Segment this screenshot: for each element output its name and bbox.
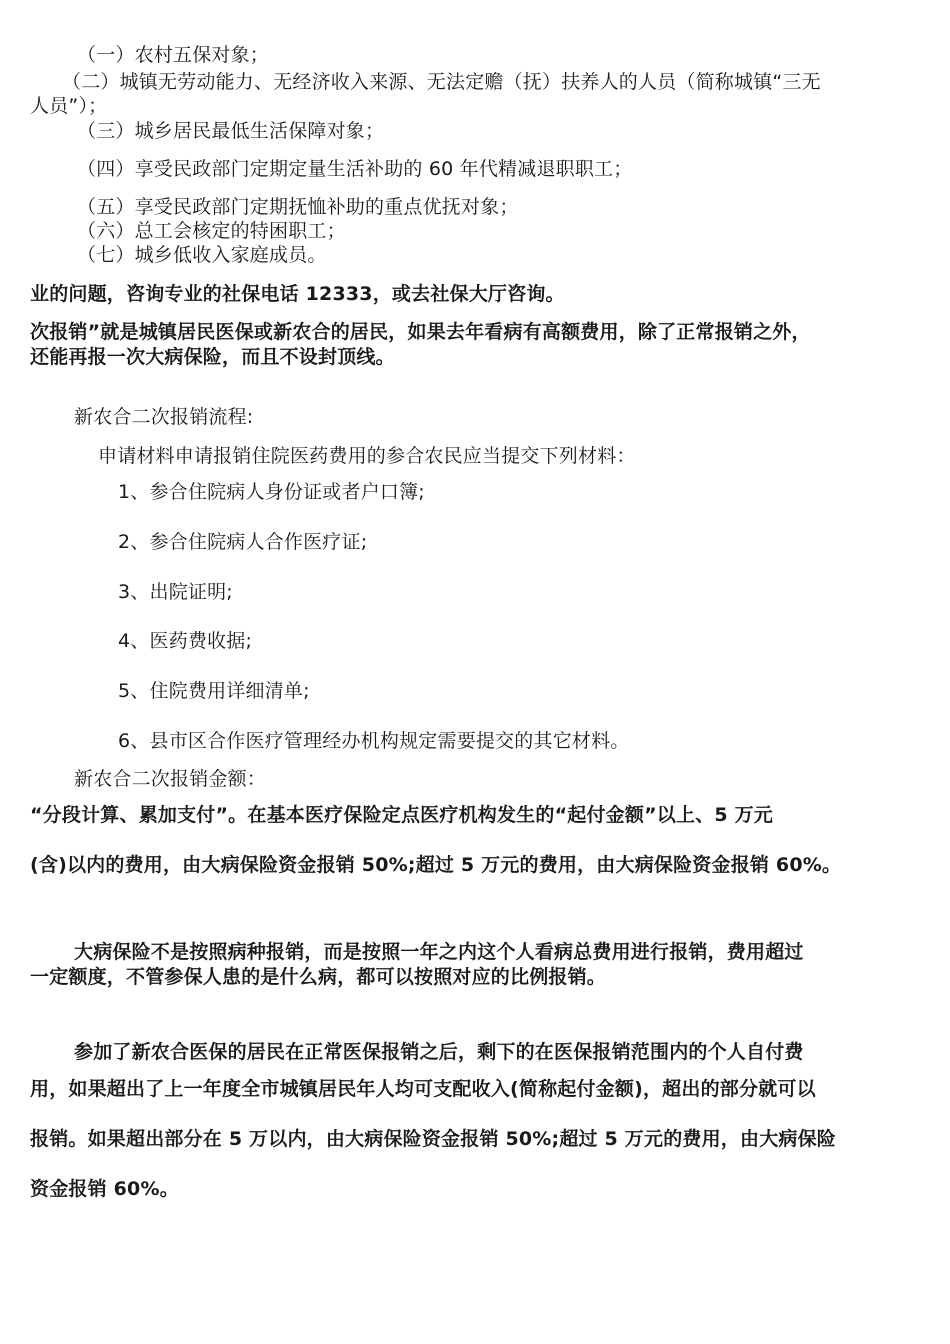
category-item-7: （七）城乡低收入家庭成员。 [77, 244, 327, 266]
amount-heading: 新农合二次报销金额： [74, 768, 267, 790]
material-item: 1、参合住院病人身份证或者户口簿; [118, 481, 425, 503]
disease-note-line-2: 一定额度，不管参保人患的是什么病，都可以按照对应的比例报销。 [30, 966, 607, 988]
material-item: 2、参合住院病人合作医疗证; [118, 531, 368, 553]
category-item-2-line-2: 人员”）； [30, 95, 108, 117]
material-item: 3、出院证明; [118, 581, 233, 603]
category-item-6: （六）总工会核定的特困职工； [77, 220, 346, 242]
intro-line-1: 次报销”就是城镇居民医保或新农合的居民，如果去年看病有高额费用，除了正常报销之外， [30, 321, 811, 343]
material-item: 6、县市区合作医疗管理经办机构规定需要提交的其它材料。 [118, 730, 630, 752]
disease-note-line-1: 大病保险不是按照病种报销，而是按照一年之内这个人看病总费用进行报销，费用超过 [74, 941, 804, 963]
intro-line-2: 还能再报一次大病保险，而且不设封顶线。 [30, 346, 395, 368]
material-item: 5、住院费用详细清单; [118, 680, 310, 702]
final-para-line-3: 报销。如果超出部分在 5 万以内，由大病保险资金报销 50%;超过 5 万元的费用，由大病保险 [30, 1128, 836, 1150]
amount-line-2: (含)以内的费用，由大病保险资金报销 50%;超过 5 万元的费用，由大病保险资金报销 60%。 [30, 854, 842, 876]
category-item-3: （三）城乡居民最低生活保障对象； [77, 120, 385, 142]
amount-line-1: “分段计算、累加支付”。在基本医疗保险定点医疗机构发生的“起付金额”以上、5 万元 [30, 804, 773, 826]
material-item: 4、医药费收据; [118, 630, 253, 652]
final-para-line-1: 参加了新农合医保的居民在正常医保报销之后，剩下的在医保报销范围内的个人自付费 [74, 1041, 804, 1063]
category-item-4: （四）享受民政部门定期定量生活补助的 60 年代精减退职职工； [77, 158, 633, 180]
consult-note: 业的问题，咨询专业的社保电话 12333，或去社保大厅咨询。 [30, 283, 565, 305]
category-item-5: （五）享受民政部门定期抚恤补助的重点优抚对象； [77, 196, 519, 218]
process-heading: 新农合二次报销流程: [74, 406, 254, 428]
category-item-2-line-1: （二）城镇无劳动能力、无经济收入来源、无法定赡（抚）扶养人的人员（简称城镇“三无 [62, 71, 821, 93]
category-item-1: （一）农村五保对象； [77, 44, 270, 66]
final-para-line-2: 用，如果超出了上一年度全市城镇居民年人均可支配收入(简称起付金额)，超出的部分就可以 [30, 1078, 816, 1100]
final-para-line-4: 资金报销 60%。 [30, 1178, 179, 1200]
process-lead: 申请材料申请报销住院医药费用的参合农民应当提交下列材料： [98, 445, 636, 467]
